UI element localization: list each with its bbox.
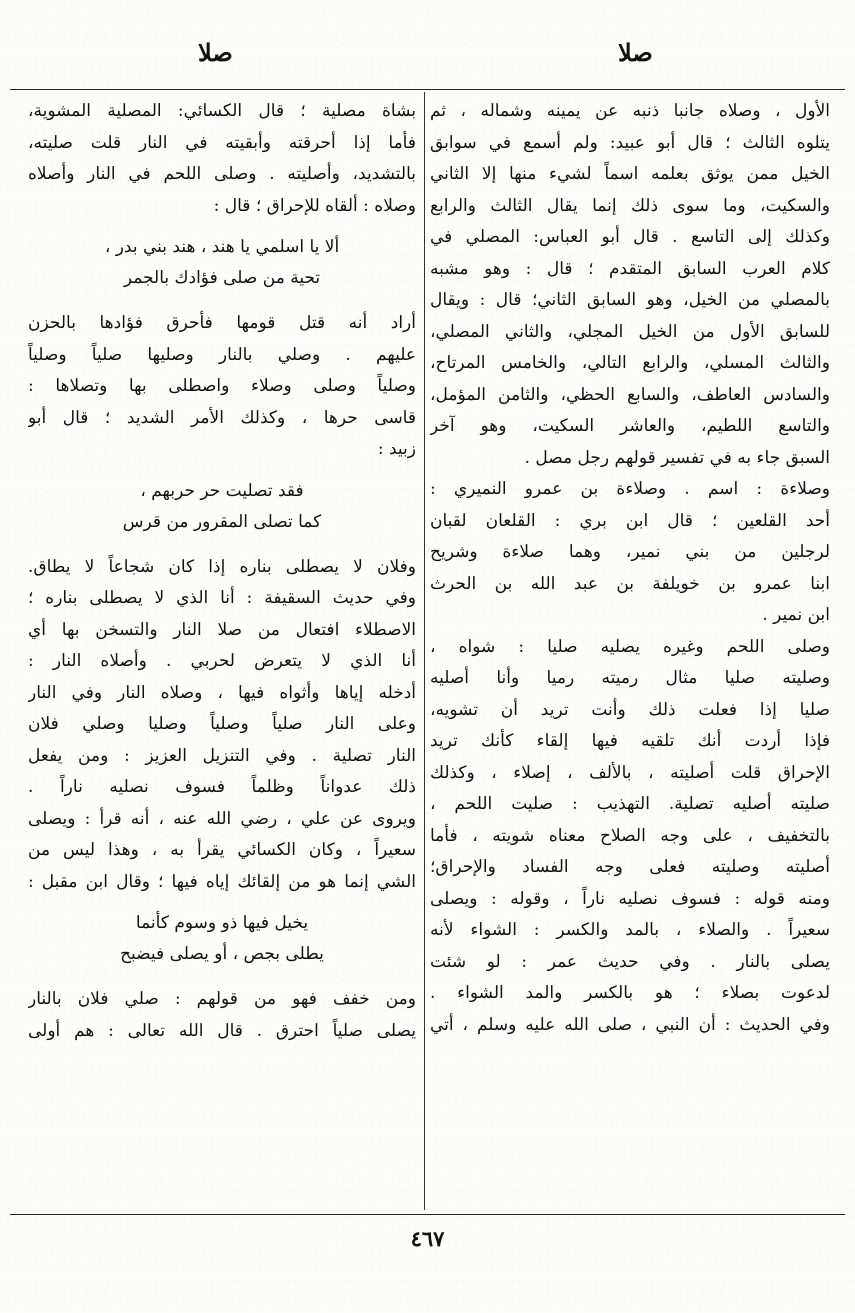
text-line: كلام العرب السابق المتقدم ؛ قال : وهو مشبه — [430, 258, 830, 279]
text-line: لرجلين من بني نمير، وهما صلاءة وشريح — [430, 542, 830, 562]
text-line: وصليته صليا مثال رميته رميا وأنا أصليه — [430, 668, 830, 688]
left-column — [28, 96, 416, 1206]
text-line: للسابق الأول من الخيل المجلي، والثاني المصلي، — [430, 321, 830, 342]
running-head-right: صلا — [618, 38, 653, 67]
text-line: يصلى بالنار . وفي حديث عمر : لو شئت — [430, 951, 830, 972]
text-line: ابنا عمرو بن خويلفة بن عبد الله بن الحرث — [430, 573, 830, 594]
text-line: عليهم . وصلي بالنار وصليها صلياً وصلياً — [28, 344, 416, 365]
text-line: وكذلك إلى التاسع . قال أبو العباس: المصلي في — [430, 227, 830, 247]
text-line: أدخله إياها وأثواه فيها ، وصلاه النار وفي النار — [28, 682, 416, 703]
text-line: سعيراً ، وكان الكسائي يقرأ به ، وهذا ليس من — [28, 840, 416, 860]
verse-line: كما تصلى المقرور من قرس — [122, 511, 322, 532]
spacer — [28, 538, 416, 552]
spacer — [28, 970, 416, 984]
text-line: ابن نمير . — [762, 605, 830, 625]
text-line: الشي إنما هو من إلقائك إياه فيها ؛ وقال ابن مقبل : — [28, 871, 416, 892]
text-line: أراد أنه قتل قومها فأحرق فؤادها بالحزن — [28, 313, 416, 333]
verse-line: ألا يا اسلمي يا هند ، هند بني بدر ، — [104, 237, 340, 257]
text-line: والتاسع اللطيم، والعاشر السكيت، وهو آخر — [430, 416, 830, 436]
text-line: فإذا أردت أنك تلقيه فيها إلقاء كأنك تريد — [430, 731, 830, 751]
text-line: ومنه قوله : فسوف نصليه ناراً ، وقوله : ويصلى — [430, 888, 830, 909]
text-line: والثالث المسلي، والرابع التالي، والخامس المرتاح، — [430, 353, 830, 373]
column-divider — [424, 92, 425, 1210]
text-line: وفي حديث السقيفة : أنا الذي لا يصطلى بناره ؛ — [28, 588, 416, 608]
text-line: ذلك عدواناً وظلماً فسوف نصليه ناراً . — [28, 777, 416, 797]
text-line: وعلى النار صلياً وصلياً وصليا وصلي فلان — [28, 714, 416, 734]
spacer — [28, 294, 416, 308]
text-line: وفلان لا يصطلى بناره إذا كان شجاعاً لا يطاق. — [28, 556, 416, 577]
text-line: الأول ، وصلاه جانبا ذنبه عن يمينه وشماله ، ثم — [430, 101, 830, 121]
verse-line: يطلى بجص ، أو يصلى فيضبح — [120, 944, 324, 964]
right-column — [430, 96, 830, 1206]
text-line: فأما إذا أحرقته وأبقيته في النار قلت صليته، — [28, 132, 416, 153]
text-line: وصلياً وصلى وصلاء واصطلى بها وتصلاها : — [28, 376, 416, 396]
text-line: والسكيت، وما سوى ذلك إنما يقال الثالث والرابع — [430, 195, 830, 216]
text-line: وصلاءة : اسم . وصلاءة بن عمرو النميري : — [430, 479, 830, 499]
verse-line: تحية من صلى فؤادك بالجمر — [123, 268, 321, 288]
verse-line: يخيل فيها ذو وسوم كأنما — [135, 913, 309, 933]
text-line: قاسى حرها ، وكذلك الأمر الشديد ؛ قال أبو — [28, 407, 416, 428]
text-line: زبيد : — [377, 439, 416, 459]
top-rule — [10, 89, 845, 90]
text-line: وفي الحديث : أن النبي ، صلى الله عليه وسلم ، أتي — [430, 1014, 830, 1035]
text-line: ويروى عن علي ، رضي الله عنه ، أنه قرأ : ويصلى — [28, 808, 416, 829]
text-line: لدعوت بصلاء ؛ هو بالكسر والمد الشواء . — [430, 983, 830, 1003]
text-line: ومن خفف فهو من قولهم : صلي فلان بالنار — [28, 989, 416, 1009]
text-line: الخيل ممن يوثق بعلمه اسماً لشيء منها إلا الثاني — [430, 164, 830, 184]
text-line: النار تصلية . وفي التنزيل العزيز : ومن يفعل — [28, 745, 416, 766]
text-line: سعيراً . والصلاء ، بالمد والكسر : الشواء لأنه — [430, 920, 830, 940]
running-head-left: صلا — [198, 38, 233, 67]
text-line: أصليته وصليته فعلى وجه الفساد والإحراق؛ — [430, 857, 830, 877]
text-line: بالتشديد، وأصليته . وصلى اللحم في النار وأصلاه — [28, 164, 416, 184]
spacer — [28, 898, 416, 908]
text-line: بشاة مصلية ؛ قال الكسائي: المصلية المشوية، — [28, 101, 416, 121]
spacer — [28, 466, 416, 476]
bottom-rule — [10, 1214, 845, 1215]
text-line: الاصطلاء افتعال من صلا النار والتسخن بها أي — [28, 619, 416, 640]
text-line: أنا الذي لا يتعرض لحربي . وأصلاه النار : — [28, 651, 416, 671]
text-line: والسادس العاطف، والسابع الحظي، والثامن المؤمل، — [430, 384, 830, 405]
text-line: وصلاه : ألقاه للإحراق ؛ قال : — [213, 195, 416, 216]
text-line: بالتخفيف ، على وجه الصلاح معناه شويته ، فأما — [430, 825, 830, 846]
text-line: يتلوه الثالث ؛ قال أبو عبيد: ولم أسمع في سوابق — [430, 132, 830, 153]
text-line: أحد القلعين ؛ قال ابن بري : القلعان لقبان — [430, 510, 830, 531]
text-line: يصلى صلياً احترق . قال الله تعالى : هم أولى — [28, 1020, 416, 1041]
text-line: السبق جاء به في تفسير قولهم رجل مصل . — [524, 447, 830, 468]
text-line: صليته أصليه تصلية. التهذيب : صليت اللحم ، — [430, 794, 830, 814]
text-line: بالمصلي من الخيل، وهو السابق الثاني؛ قال : ويقال — [430, 290, 830, 310]
text-line: وصلى اللحم وغيره يصليه صليا : شواه ، — [430, 636, 830, 657]
spacer — [28, 222, 416, 232]
text-line: الإحراق قلت أصليته ، بالألف ، إصلاء ، وكذلك — [430, 762, 830, 783]
verse-line: فقد تصليت حر حربهم ، — [140, 480, 304, 501]
page-number: ٤٦٧ — [410, 1226, 445, 1251]
text-line: صليا إذا فعلت ذلك وأنت تريد أن تشويه، — [430, 699, 830, 720]
